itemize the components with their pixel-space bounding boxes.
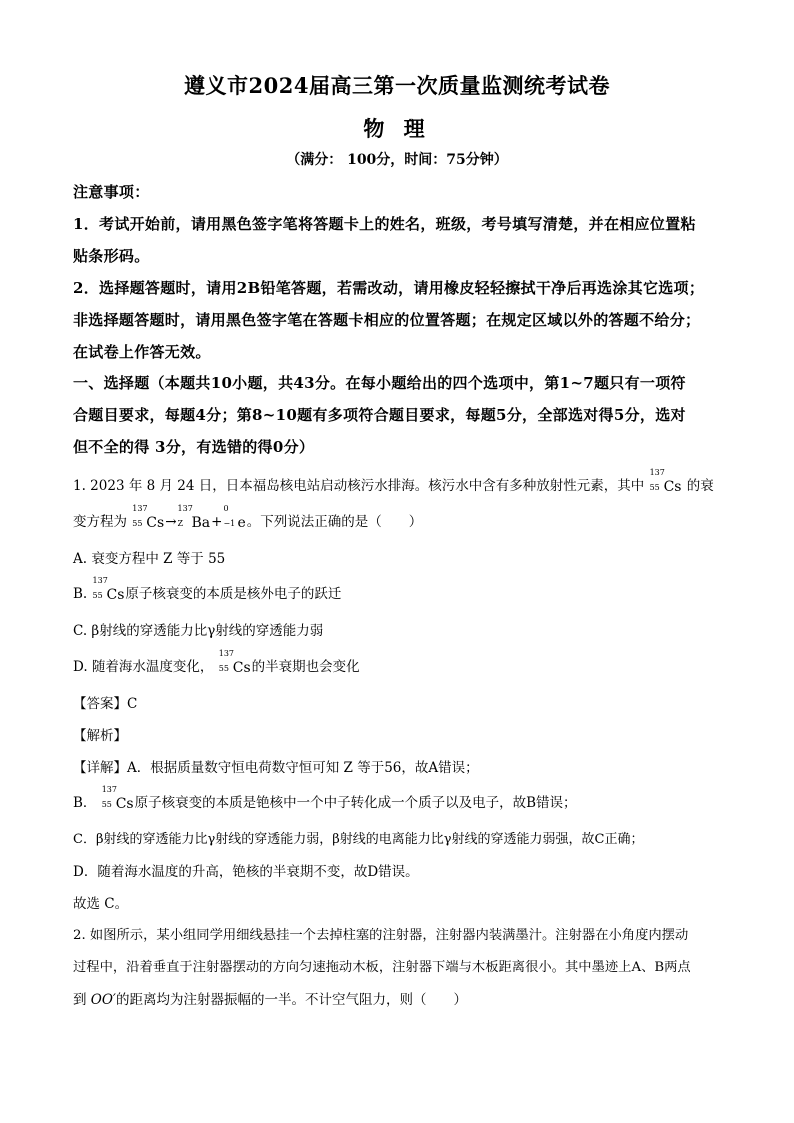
notice-item-2-line-2: 非选择题答题时，请用黑色签字笔在答题卡相应的位置答题；在规定区域以外的答题不给分； xyxy=(73,311,701,329)
section-1-line-1: 一、选择题（本题共10小题，共43分。在每小题给出的四个选项中，第1~7题只有一项符 xyxy=(73,374,686,392)
decay-period: 。 xyxy=(246,514,261,530)
cs137-nuclide: 137 55 Cs xyxy=(649,467,682,495)
section-1-line-2: 合题目要求，每题4分；第8~10题有多项符合题目要求，每题5分，全部选对得5分，选对 xyxy=(73,406,686,424)
notice-item-2-line-1: 2．选择题答题时，请用2B铅笔答题，若需改动，请用橡皮轻轻擦拭干净后再选涂其它选项； xyxy=(73,279,705,297)
detail-b-cs-nuclide: 137 55 Cs xyxy=(101,784,134,812)
q1-detail-b: B． 137 55 Cs原子核衰变的本质是铯核中一个中子转化成一个质子以及电子，故B错误； xyxy=(73,784,577,812)
decay-plus: + xyxy=(211,514,223,530)
exam-title: 遵义市2024届高三第一次质量监测统考试卷 xyxy=(184,73,610,98)
notice-heading: 注意事项： xyxy=(73,183,150,201)
notice-item-2-line-3: 在试卷上作答无效。 xyxy=(73,343,211,361)
option-b-cs-nuclide: 137 55 Cs xyxy=(92,575,125,603)
decay-electron: 0 −1 e xyxy=(223,503,246,531)
q1-conclusion: 故选 C。 xyxy=(73,896,129,912)
q1-option-b: B. 137 55 Cs原子核衰变的本质是核外电子的跃迁 xyxy=(73,575,342,603)
section-1-line-3: 但不全的得 3分，有选错的得0分） xyxy=(73,438,315,456)
q1-option-c: C. β射线的穿透能力比γ射线的穿透能力弱 xyxy=(73,623,324,639)
q1-stem-d: 下列说法正确的是（ ） xyxy=(260,514,423,530)
q1-detail-c: C．β射线的穿透能力比γ射线的穿透能力弱，β射线的电离能力比γ射线的穿透能力弱强，故C正确； xyxy=(73,832,644,847)
option-d-cs-nuclide: 137 55 Cs xyxy=(218,648,251,676)
q1-detail-a: 【详解】A．根据质量数守恒电荷数守恒可知 Z 等于56，故A错误； xyxy=(73,760,479,776)
decay-ba-nuclide: 137 Z Ba xyxy=(177,503,211,531)
q1-stem-line-1 xyxy=(73,467,714,495)
q1-stem-line-2 xyxy=(73,503,423,531)
notice-item-1-line-1: 1．考试开始前，请用黑色签字笔将答题卡上的姓名，班级，考号填写清楚，并在相应位置粘 xyxy=(73,215,696,233)
q1-stem-c: 变方程为 xyxy=(73,514,127,530)
decay-arrow: → xyxy=(165,514,177,530)
q2-stem-line-2: 过程中，沿着垂直于注射器摆动的方向匀速拖动木板，注射器下端与木板距离很小。其中墨迹上A、B两点 xyxy=(73,960,691,975)
q1-answer: 【答案】C xyxy=(73,696,138,712)
decay-cs-nuclide: 137 55 Cs xyxy=(132,503,165,531)
exam-meta: （满分： 100分，时间：75分钟） xyxy=(286,152,508,168)
q2-stem-line-3: 到 OO′的距离均为注射器振幅的一半。不计空气阻力，则（ ） xyxy=(73,992,467,1008)
q1-option-a: A. 衰变方程中 Z 等于 55 xyxy=(73,551,226,567)
q1-stem-b: 的衰 xyxy=(686,478,714,494)
subject-title: 物 理 xyxy=(363,116,431,141)
notice-item-1-line-2: 贴条形码。 xyxy=(73,247,150,265)
q2-stem-line-1: 2. 如图所示，某小组同学用细线悬挂一个去掉柱塞的注射器，注射器内装满墨汁。注射器在小角度内摆动 xyxy=(73,928,689,943)
q1-stem-a: 1. 2023 年 8 月 24 日，日本福岛核电站启动核污水排海。核污水中含有多种放射性元素，其中 xyxy=(73,478,645,494)
oo-prime-label: OO′ xyxy=(90,992,116,1008)
q1-analysis-label: 【解析】 xyxy=(73,728,127,744)
q1-detail-d: D．随着海水温度的升高，铯核的半衰期不变，故D错误。 xyxy=(73,864,419,880)
q1-option-d: D. 随着海水温度变化， 137 55 Cs的半衰期也会变化 xyxy=(73,648,360,676)
